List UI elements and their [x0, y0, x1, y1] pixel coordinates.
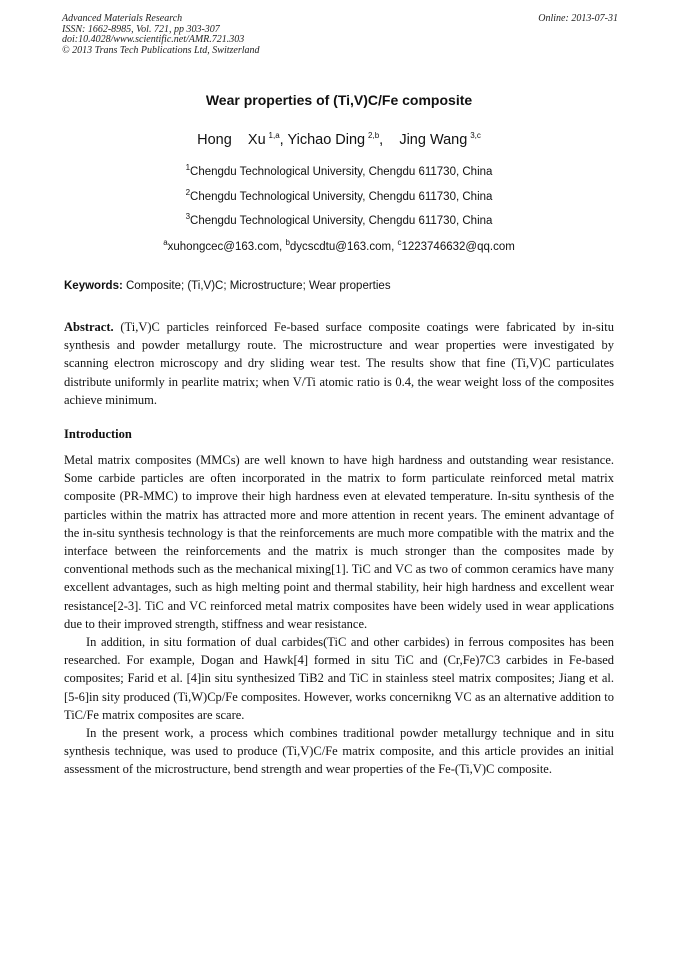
affiliation-superscript: 2 [185, 188, 191, 198]
email-address[interactable]: dycscdtu@163.com [289, 241, 392, 253]
paragraph: In addition, in situ formation of dual carbides(TiC and other carbides) in ferrous composites has been researched. For example, Dogan and Hawk[4] formed in situ TiC and (Cr,Fe)7C3 carbides in Fe-based composites; Farid et al. [4]in situ synthesized TiB2 and TiC in stainless steel matrix composites; Jiang et al. [5-6]in sity produced (Ti,W)Cp/Fe composites. However, works concernikng VC as an alternative addition to TiC/Fe matrix composites are scare. [64, 635, 614, 722]
keywords-text: Composite; (Ti,V)C; Microstructure; Wear properties [126, 280, 391, 292]
journal-name: Advanced Materials Research [62, 13, 183, 24]
keywords-label: Keywords: [64, 280, 123, 292]
affiliation-text: Chengdu Technological University, Chengdu 611730, China [190, 191, 493, 203]
affiliation-text: Chengdu Technological University, Chengdu 611730, China [190, 166, 493, 178]
email-superscript: c [397, 238, 402, 248]
affiliation [0, 212, 678, 227]
affiliation-superscript: 1 [185, 163, 191, 173]
introduction-body [64, 451, 614, 779]
email-address[interactable]: xuhongcec@163.com [167, 241, 280, 253]
author-superscript: 1,a [268, 131, 280, 141]
affiliation [0, 163, 678, 178]
paragraph: Metal matrix composites (MMCs) are well known to have high hardness and outstanding wear resistance. Some carbide particles are often incorporated in the matrix to form particulate reinforced metal matrix composite (PR-MMC) to improve their high hardness even at elevated temperature. In-situ synthesis of the particles within the matrix has attracted more and more attention in recent years. The eminent advantage of the in-situ synthesis technology is that the reinforcements are much more compatible with the matrix and the interface between the reinforcements and the matrix is much stronger than the composites made by conventional methods such as the mechanical mixing[1]. TiC and VC as two of common ceramics have many excellent advantages, such as high melting point and thermal stability, heir high hardness and excellent wear resistance[2-3]. TiC and VC reinforced metal matrix composites have been widely used in wear applications due to their improved strength, stiffness and wear resistance. [64, 453, 614, 631]
paper-title: Wear properties of (Ti,V)C/Fe composite [205, 92, 473, 108]
paragraph: In the present work, a process which combines traditional powder metallurgy technique and in situ synthesis technique, was used to produce (Ti,V)C/Fe matrix composite, and this article provides an initial assessment of the microstructure, bend strength and wear properties of the Fe-(Ti,V)C composite. [64, 726, 614, 777]
keywords-line [64, 280, 614, 292]
email-address[interactable]: 1223746632@qq.com [401, 241, 515, 253]
issn-line: ISSN: 1662-8985, Vol. 721, pp 303-307 [62, 23, 220, 35]
affiliation [0, 188, 678, 203]
email-superscript: a [163, 238, 168, 248]
journal-header [62, 14, 618, 56]
author-list: Hong Xu $^{1,a}$, Yichao Ding $^{2,b}$, Jing Wang $^{3,c}$ [197, 131, 481, 148]
author-name: Hong Xu [197, 132, 266, 148]
author-superscript: 3,c [470, 131, 481, 141]
author-name: Jing Wang [399, 132, 468, 148]
author-superscript: 2,b [368, 131, 380, 141]
copyright-line: © 2013 Trans Tech Publications Ltd, Switzerland [62, 44, 260, 56]
email-list: $^a$xuhongcec@163.com, $^b$dycscdtu@163.com, $^c$1223746632@qq.com [163, 238, 515, 253]
abstract-block [64, 318, 614, 409]
email-superscript: b [285, 238, 290, 248]
doi-line: doi:10.4028/www.scientific.net/AMR.721.303 [62, 34, 245, 45]
online-date: Online: 2013-07-31 [538, 13, 618, 24]
affiliation-text: Chengdu Technological University, Chengdu 611730, China [190, 215, 493, 227]
section-heading-introduction: Introduction [64, 427, 132, 441]
author-name: Yichao Ding [287, 132, 366, 148]
abstract-label: Abstract. [64, 320, 114, 334]
affiliation-superscript: 3 [185, 212, 191, 222]
abstract-text: (Ti,V)C particles reinforced Fe-based surface composite coatings were fabricated by in-situ synthesis and powder metallurgy route. The microstructure and wear properties were investigated by scanning electron microscopy and dry sliding wear test. The results show that fine (Ti,V)C particulates distribute uniformly in pearlite matrix; when V/Ti atomic ratio is 0.4, the wear weight loss of the composites achieve minimum. [64, 320, 614, 407]
